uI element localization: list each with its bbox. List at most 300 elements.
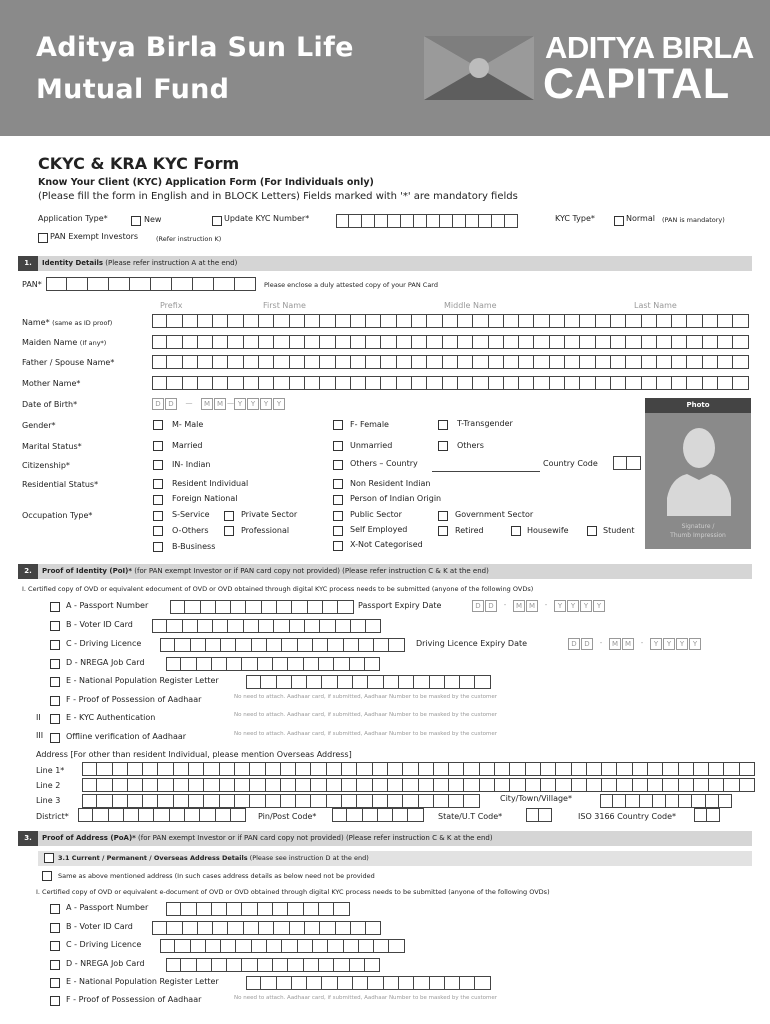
char-box[interactable] [231, 808, 246, 822]
char-box[interactable] [381, 355, 396, 369]
private-sector-checkbox[interactable] [224, 511, 234, 521]
char-box[interactable] [351, 355, 366, 369]
char-box[interactable] [277, 600, 292, 614]
char-box[interactable] [166, 657, 181, 671]
char-box[interactable] [143, 762, 158, 776]
char-box[interactable] [235, 794, 250, 808]
char-box[interactable] [185, 600, 200, 614]
char-box[interactable] [290, 376, 305, 390]
poi-licence-field[interactable] [160, 638, 405, 652]
char-box[interactable] [213, 619, 228, 633]
char-box[interactable] [327, 778, 342, 792]
char-box[interactable] [313, 939, 328, 953]
city-field[interactable] [600, 794, 732, 808]
char-box[interactable] [733, 335, 748, 349]
char-box[interactable] [220, 794, 235, 808]
char-box[interactable] [181, 902, 196, 916]
char-box[interactable] [143, 794, 158, 808]
char-box[interactable] [181, 657, 196, 671]
char-box[interactable] [388, 762, 403, 776]
o-others-checkbox[interactable] [153, 526, 163, 536]
char-box[interactable] [397, 314, 412, 328]
char-box[interactable] [357, 794, 372, 808]
country-name-field[interactable] [432, 471, 540, 472]
char-box[interactable] [274, 335, 289, 349]
char-box[interactable] [336, 335, 351, 349]
char-box[interactable] [475, 675, 490, 689]
char-box[interactable] [323, 600, 338, 614]
char-box[interactable] [373, 778, 388, 792]
poi-npr-checkbox[interactable] [50, 677, 60, 687]
char-box[interactable] [504, 335, 519, 349]
char-box[interactable] [718, 335, 733, 349]
char-box[interactable] [334, 657, 349, 671]
pin-field[interactable] [332, 808, 424, 822]
char-box[interactable] [274, 619, 289, 633]
char-box[interactable] [189, 762, 204, 776]
char-box[interactable] [724, 778, 739, 792]
char-box[interactable] [174, 762, 189, 776]
char-box[interactable] [277, 675, 292, 689]
char-box[interactable] [261, 675, 276, 689]
char-box[interactable] [281, 762, 296, 776]
char-box[interactable] [250, 794, 265, 808]
char-box[interactable] [672, 355, 687, 369]
char-box[interactable] [393, 808, 408, 822]
char-box[interactable] [642, 355, 657, 369]
char-box[interactable] [290, 335, 305, 349]
marital-others-checkbox[interactable] [438, 441, 448, 451]
char-box[interactable] [174, 778, 189, 792]
char-box[interactable] [596, 335, 611, 349]
char-box[interactable] [274, 376, 289, 390]
char-box[interactable] [458, 376, 473, 390]
poa-npr-field[interactable] [246, 976, 491, 990]
char-box[interactable] [307, 976, 322, 990]
char-box[interactable] [338, 675, 353, 689]
mother-name-field[interactable] [152, 376, 749, 390]
char-box[interactable] [347, 808, 362, 822]
char-box[interactable] [296, 762, 311, 776]
new-checkbox[interactable] [131, 216, 141, 226]
char-box[interactable] [281, 794, 296, 808]
char-box[interactable] [351, 619, 366, 633]
dob-field[interactable]: D D — M M — Y Y Y Y [152, 398, 286, 410]
char-box[interactable] [611, 355, 626, 369]
char-box[interactable] [657, 355, 672, 369]
char-box[interactable] [282, 638, 297, 652]
student-checkbox[interactable] [587, 526, 597, 536]
housewife-checkbox[interactable] [511, 526, 521, 536]
poi-nrega-field[interactable] [166, 657, 380, 671]
char-box[interactable] [587, 762, 602, 776]
char-box[interactable] [550, 314, 565, 328]
char-box[interactable] [344, 638, 359, 652]
char-box[interactable] [183, 314, 198, 328]
s-service-checkbox[interactable] [153, 511, 163, 521]
char-box[interactable] [78, 808, 93, 822]
char-box[interactable] [351, 921, 366, 935]
char-box[interactable] [351, 376, 366, 390]
char-box[interactable] [381, 314, 396, 328]
char-box[interactable] [292, 675, 307, 689]
char-box[interactable] [399, 976, 414, 990]
char-box[interactable] [198, 376, 213, 390]
char-box[interactable] [124, 808, 139, 822]
char-box[interactable] [311, 794, 326, 808]
char-box[interactable] [167, 355, 182, 369]
char-box[interactable] [228, 314, 243, 328]
char-box[interactable] [526, 762, 541, 776]
char-box[interactable] [565, 314, 580, 328]
char-box[interactable] [250, 778, 265, 792]
char-box[interactable] [397, 376, 412, 390]
char-box[interactable] [464, 778, 479, 792]
char-box[interactable] [489, 355, 504, 369]
char-box[interactable] [336, 355, 351, 369]
char-box[interactable] [381, 376, 396, 390]
char-box[interactable] [242, 902, 257, 916]
char-box[interactable] [244, 335, 259, 349]
char-box[interactable] [320, 376, 335, 390]
char-box[interactable] [602, 778, 617, 792]
poi-passport-checkbox[interactable] [50, 602, 60, 612]
poi-voter-checkbox[interactable] [50, 621, 60, 631]
char-box[interactable] [242, 958, 257, 972]
char-box[interactable] [206, 638, 221, 652]
char-box[interactable] [687, 335, 702, 349]
char-box[interactable] [304, 958, 319, 972]
char-box[interactable] [152, 376, 167, 390]
char-box[interactable] [97, 794, 112, 808]
char-box[interactable] [320, 335, 335, 349]
char-box[interactable] [221, 638, 236, 652]
char-box[interactable] [357, 762, 372, 776]
char-box[interactable] [366, 376, 381, 390]
char-box[interactable] [231, 600, 246, 614]
char-box[interactable] [657, 314, 672, 328]
poa-nrega-field[interactable] [166, 958, 380, 972]
char-box[interactable] [305, 314, 320, 328]
char-box[interactable] [244, 619, 259, 633]
poa-npr-checkbox[interactable] [50, 978, 60, 988]
char-box[interactable] [267, 638, 282, 652]
char-box[interactable] [357, 778, 372, 792]
poa-aadhaar-checkbox[interactable] [50, 996, 60, 1006]
char-box[interactable] [460, 976, 475, 990]
char-box[interactable] [703, 314, 718, 328]
char-box[interactable] [489, 335, 504, 349]
char-box[interactable] [733, 314, 748, 328]
char-box[interactable] [412, 314, 427, 328]
char-box[interactable] [281, 778, 296, 792]
char-box[interactable] [534, 335, 549, 349]
char-box[interactable] [434, 778, 449, 792]
char-box[interactable] [374, 939, 389, 953]
married-checkbox[interactable] [153, 441, 163, 451]
line1-field[interactable] [82, 762, 755, 776]
char-box[interactable] [320, 355, 335, 369]
poi-licence-checkbox[interactable] [50, 640, 60, 650]
char-box[interactable] [403, 778, 418, 792]
professional-checkbox[interactable] [224, 526, 234, 536]
char-box[interactable] [519, 355, 534, 369]
char-box[interactable] [167, 314, 182, 328]
char-box[interactable] [443, 376, 458, 390]
char-box[interactable] [246, 600, 261, 614]
char-box[interactable] [473, 376, 488, 390]
char-box[interactable] [204, 794, 219, 808]
char-box[interactable] [152, 314, 167, 328]
char-box[interactable] [189, 778, 204, 792]
char-box[interactable] [412, 355, 427, 369]
char-box[interactable] [342, 778, 357, 792]
char-box[interactable] [167, 335, 182, 349]
char-box[interactable] [703, 355, 718, 369]
char-box[interactable] [82, 794, 97, 808]
char-box[interactable] [206, 939, 221, 953]
char-box[interactable] [262, 600, 277, 614]
char-box[interactable] [185, 808, 200, 822]
char-box[interactable] [365, 657, 380, 671]
x-not-categorised-checkbox[interactable] [333, 541, 343, 551]
char-box[interactable] [556, 778, 571, 792]
char-box[interactable] [389, 939, 404, 953]
char-box[interactable] [97, 778, 112, 792]
char-box[interactable] [381, 335, 396, 349]
char-box[interactable] [389, 638, 404, 652]
passport-expiry-field[interactable]: D D - M M - Y Y Y Y [472, 600, 606, 612]
father-spouse-field[interactable] [152, 355, 749, 369]
poa-voter-field[interactable] [152, 921, 381, 935]
char-box[interactable] [687, 355, 702, 369]
char-box[interactable] [183, 921, 198, 935]
char-box[interactable] [679, 778, 694, 792]
char-box[interactable] [198, 619, 213, 633]
char-box[interactable] [430, 976, 445, 990]
char-box[interactable] [626, 355, 641, 369]
poa-licence-checkbox[interactable] [50, 941, 60, 951]
char-box[interactable] [220, 762, 235, 776]
char-box[interactable] [718, 314, 733, 328]
char-box[interactable] [288, 657, 303, 671]
char-box[interactable] [167, 921, 182, 935]
char-box[interactable] [694, 778, 709, 792]
poi-nrega-checkbox[interactable] [50, 659, 60, 669]
char-box[interactable] [319, 902, 334, 916]
char-box[interactable] [174, 794, 189, 808]
char-box[interactable] [460, 675, 475, 689]
char-box[interactable] [266, 794, 281, 808]
char-box[interactable] [152, 619, 167, 633]
name-field[interactable] [152, 314, 749, 328]
char-box[interactable] [191, 939, 206, 953]
line2-field[interactable] [82, 778, 755, 792]
char-box[interactable] [495, 762, 510, 776]
char-box[interactable] [449, 794, 464, 808]
b-business-checkbox[interactable] [153, 542, 163, 552]
char-box[interactable] [550, 376, 565, 390]
char-box[interactable] [160, 939, 175, 953]
char-box[interactable] [388, 778, 403, 792]
char-box[interactable] [288, 902, 303, 916]
char-box[interactable] [473, 335, 488, 349]
char-box[interactable] [403, 762, 418, 776]
char-box[interactable] [305, 355, 320, 369]
pan-exempt-checkbox[interactable] [38, 233, 48, 243]
char-box[interactable] [526, 778, 541, 792]
char-box[interactable] [322, 675, 337, 689]
char-box[interactable] [273, 958, 288, 972]
char-box[interactable] [419, 794, 434, 808]
char-box[interactable] [175, 939, 190, 953]
char-box[interactable] [602, 762, 617, 776]
char-box[interactable] [128, 794, 143, 808]
char-box[interactable] [213, 921, 228, 935]
char-box[interactable] [213, 355, 228, 369]
char-box[interactable] [228, 921, 243, 935]
char-box[interactable] [519, 335, 534, 349]
poa-passport-field[interactable] [166, 902, 350, 916]
char-box[interactable] [587, 778, 602, 792]
char-box[interactable] [445, 976, 460, 990]
char-box[interactable] [408, 808, 423, 822]
char-box[interactable] [181, 958, 196, 972]
char-box[interactable] [414, 976, 429, 990]
char-box[interactable] [580, 314, 595, 328]
poa-voter-checkbox[interactable] [50, 923, 60, 933]
char-box[interactable] [366, 619, 381, 633]
char-box[interactable] [430, 675, 445, 689]
char-box[interactable] [458, 355, 473, 369]
char-box[interactable] [82, 778, 97, 792]
char-box[interactable] [534, 376, 549, 390]
female-checkbox[interactable] [333, 420, 343, 430]
char-box[interactable] [197, 657, 212, 671]
char-box[interactable] [338, 976, 353, 990]
char-box[interactable] [261, 976, 276, 990]
poa-nrega-checkbox[interactable] [50, 960, 60, 970]
char-box[interactable] [687, 376, 702, 390]
kyc-number-field[interactable] [336, 214, 518, 228]
char-box[interactable] [274, 355, 289, 369]
char-box[interactable] [319, 657, 334, 671]
char-box[interactable] [167, 376, 182, 390]
char-box[interactable] [449, 778, 464, 792]
char-box[interactable] [298, 939, 313, 953]
char-box[interactable] [366, 921, 381, 935]
district-field[interactable] [78, 808, 246, 822]
char-box[interactable] [167, 619, 182, 633]
char-box[interactable] [305, 335, 320, 349]
poi-voter-field[interactable] [152, 619, 381, 633]
char-box[interactable] [336, 619, 351, 633]
char-box[interactable] [694, 762, 709, 776]
char-box[interactable] [719, 794, 732, 808]
char-box[interactable] [307, 675, 322, 689]
char-box[interactable] [113, 778, 128, 792]
char-box[interactable] [556, 762, 571, 776]
char-box[interactable] [266, 762, 281, 776]
char-box[interactable] [368, 976, 383, 990]
char-box[interactable] [443, 335, 458, 349]
char-box[interactable] [277, 976, 292, 990]
char-box[interactable] [216, 600, 231, 614]
char-box[interactable] [648, 762, 663, 776]
char-box[interactable] [412, 335, 427, 349]
char-box[interactable] [189, 794, 204, 808]
char-box[interactable] [204, 778, 219, 792]
poi-passport-field[interactable] [170, 600, 354, 614]
char-box[interactable] [495, 778, 510, 792]
char-box[interactable] [365, 958, 380, 972]
char-box[interactable] [703, 376, 718, 390]
char-box[interactable] [258, 902, 273, 916]
char-box[interactable] [458, 314, 473, 328]
char-box[interactable] [336, 921, 351, 935]
ekyc-checkbox[interactable] [50, 714, 60, 724]
char-box[interactable] [397, 335, 412, 349]
char-box[interactable] [228, 335, 243, 349]
char-box[interactable] [473, 355, 488, 369]
char-box[interactable] [718, 376, 733, 390]
char-box[interactable] [353, 675, 368, 689]
maiden-name-field[interactable] [152, 335, 749, 349]
unmarried-checkbox[interactable] [333, 441, 343, 451]
char-box[interactable] [290, 619, 305, 633]
char-box[interactable] [259, 355, 274, 369]
char-box[interactable] [692, 794, 705, 808]
char-box[interactable] [384, 976, 399, 990]
char-box[interactable] [198, 314, 213, 328]
char-box[interactable] [220, 778, 235, 792]
char-box[interactable] [152, 921, 167, 935]
char-box[interactable] [143, 778, 158, 792]
char-box[interactable] [709, 762, 724, 776]
char-box[interactable] [113, 794, 128, 808]
char-box[interactable] [227, 902, 242, 916]
char-box[interactable] [740, 778, 755, 792]
char-box[interactable] [419, 778, 434, 792]
char-box[interactable] [197, 902, 212, 916]
char-box[interactable] [703, 335, 718, 349]
char-box[interactable] [510, 778, 525, 792]
char-box[interactable] [565, 355, 580, 369]
char-box[interactable] [464, 794, 479, 808]
char-box[interactable] [740, 762, 755, 776]
char-box[interactable] [160, 638, 175, 652]
char-box[interactable] [504, 376, 519, 390]
char-box[interactable] [480, 778, 495, 792]
char-box[interactable] [504, 314, 519, 328]
char-box[interactable] [642, 314, 657, 328]
char-box[interactable] [308, 600, 323, 614]
poa-licence-field[interactable] [160, 939, 405, 953]
char-box[interactable] [475, 976, 490, 990]
char-box[interactable] [273, 902, 288, 916]
char-box[interactable] [336, 376, 351, 390]
char-box[interactable] [244, 376, 259, 390]
nri-checkbox[interactable] [333, 479, 343, 489]
char-box[interactable] [427, 355, 442, 369]
govt-sector-checkbox[interactable] [438, 511, 448, 521]
char-box[interactable] [320, 921, 335, 935]
char-box[interactable] [342, 762, 357, 776]
char-box[interactable] [290, 355, 305, 369]
char-box[interactable] [242, 657, 257, 671]
char-box[interactable] [351, 314, 366, 328]
char-box[interactable] [227, 958, 242, 972]
